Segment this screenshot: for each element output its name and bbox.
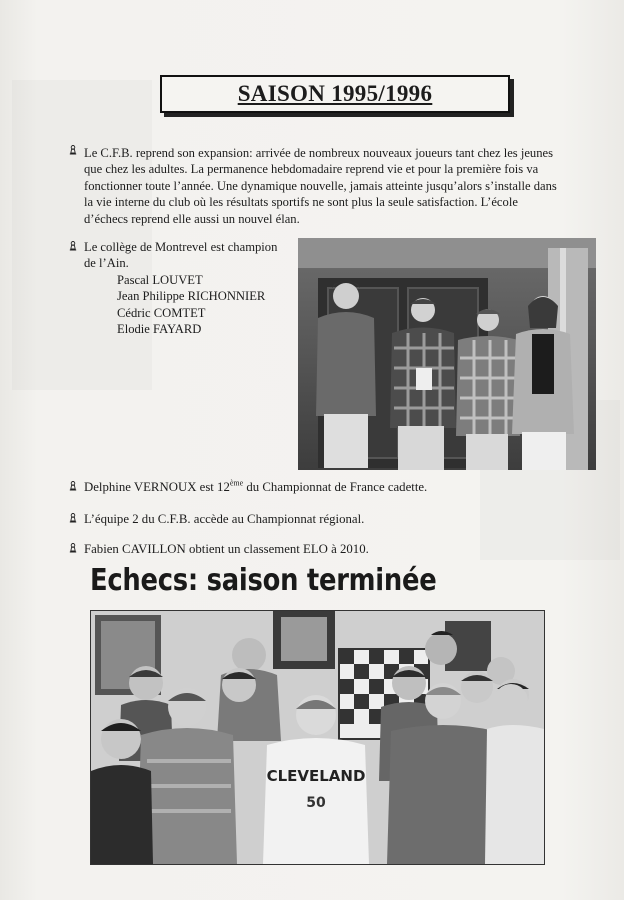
paragraph-line: de l’Ain. [84, 256, 129, 271]
season-title-box [160, 75, 510, 113]
team-two-promotion [84, 511, 544, 528]
college-champion-text [84, 239, 299, 272]
club-group-photo-drawing [91, 611, 544, 864]
page-title: SAISON 1995/1996 [237, 81, 433, 106]
team-member: Cédric COMTET [117, 305, 206, 320]
shirt-number: 50 [306, 795, 326, 811]
team-member: Elodie FAYARD [117, 322, 202, 337]
chess-pawn-icon [68, 481, 78, 491]
chess-pawn-icon [68, 543, 78, 553]
show-through-shadow [12, 80, 152, 390]
paragraph-line: que chez les adultes. La permanence hebdomadaire reprend vie et pour la première fois va [84, 162, 539, 177]
paragraph-line: la vie interne du club où les résultats sportifs ne sont plus la seule satisfaction. L’école [84, 195, 518, 210]
paragraph-line: Le C.F.B. reprend son expansion: arrivée de nombreux nouveaux joueurs tant chez les jeunes [84, 146, 554, 160]
paragraph-line: Le collège de Montrevel est champion [84, 240, 278, 254]
shirt-lettering: CLEVELAND [266, 767, 366, 785]
vernoux-text-before: Delphine VERNOUX est 12 [84, 480, 230, 494]
cavillon-elo [84, 541, 544, 558]
college-team-photo [298, 238, 596, 470]
vernoux-text-after: du Championnat de France cadette. [243, 480, 428, 494]
team-member: Jean Philippe RICHONNIER [117, 289, 266, 304]
club-group-photo [90, 610, 545, 865]
college-team-photo-drawing [298, 238, 596, 470]
paragraph-line: d’échecs reprend elle aussi un nouvel élan. [84, 211, 300, 226]
chess-pawn-icon [68, 145, 78, 155]
newspaper-headline: Echecs: saison terminée [90, 563, 437, 598]
chess-pawn-icon [68, 241, 78, 251]
paragraph-line: fonctionner toute l’année. Une dynamique nouvelle, jamais atteinte jusqu’alors s’installe dans [84, 178, 557, 193]
chess-pawn-icon [68, 513, 78, 523]
expansion-paragraph [84, 145, 604, 227]
cavillon-text: Fabien CAVILLON obtient un classement ELO à 2010. [84, 542, 369, 556]
team-member: Pascal LOUVET [117, 273, 203, 287]
team-members-list [117, 272, 297, 338]
vernoux-result [84, 479, 544, 496]
ordinal-suffix: ème [229, 478, 244, 488]
team-two-text: L’équipe 2 du C.F.B. accède au Championnat régional. [84, 512, 365, 526]
